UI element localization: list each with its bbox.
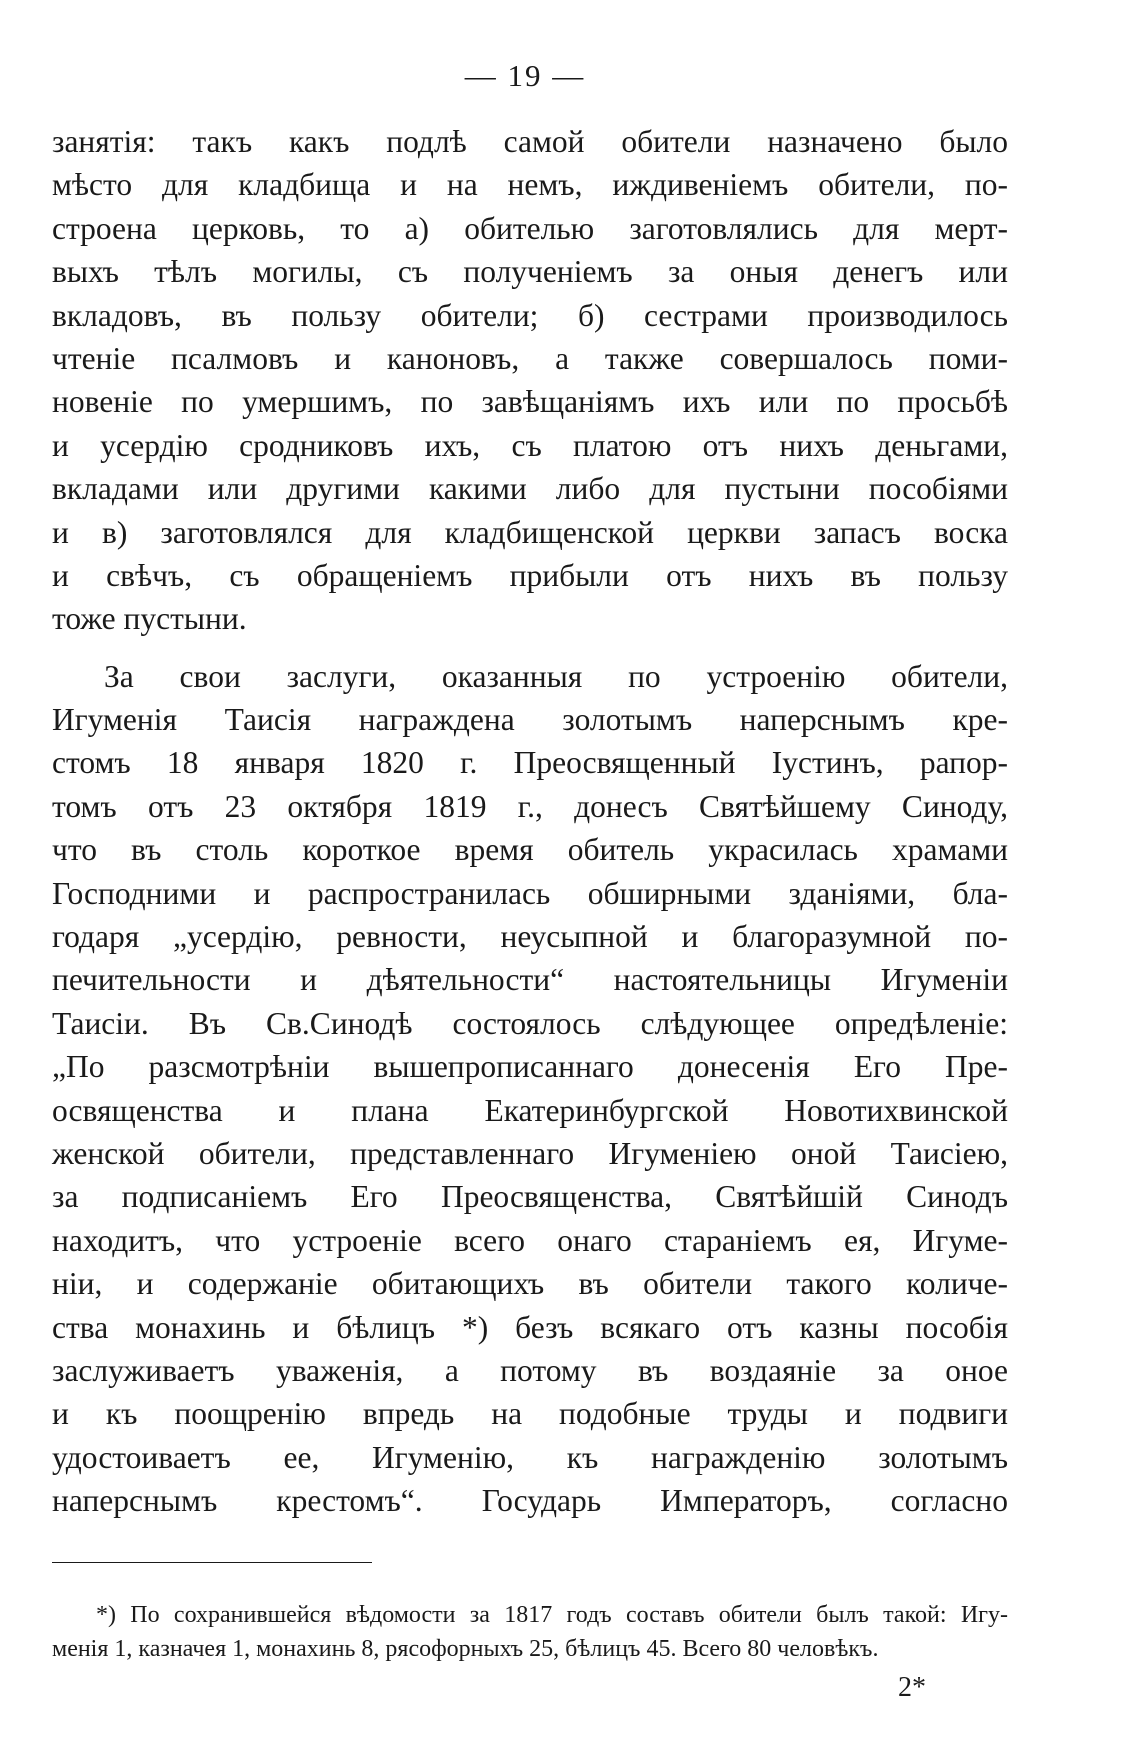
paragraph-1 [52, 120, 1008, 641]
text-line: что въ столь короткое время обитель украсилась храмами [52, 832, 1008, 868]
signature-mark: 2* [898, 1672, 926, 1703]
text-line: новеніе по умершимъ, по завѣщаніямъ ихъ или по просьбѣ [52, 384, 1008, 420]
body-text [52, 120, 1008, 1523]
text-line: наперснымъ крестомъ“. Государь Императоръ, согласно [52, 1483, 1008, 1519]
text-line: „По разсмотрѣніи вышепрописаннаго донесенія Его Пре- [52, 1049, 1008, 1085]
text-line: и в) заготовлялся для кладбищенской церкви запасъ воска [52, 514, 1008, 550]
text-line: мѣсто для кладбища и на немъ, иждивеніемъ обители, по- [52, 167, 1008, 203]
text-line: за подписаніемъ Его Преосвященства, Святѣйшій Синодъ [52, 1179, 1008, 1215]
footnote-line: менія 1, казначея 1, монахинь 8, рясофорныхъ 25, бѣлицъ 45. Всего 80 человѣкъ. [52, 1636, 879, 1662]
footnote-line: *) По сохранившейся вѣдомости за 1817 годъ составъ обители былъ такой: Игу- [96, 1602, 1008, 1628]
text-line: вкладами или другими какими либо для пустыни пособіями [52, 471, 1008, 507]
text-line: удостоиваетъ ее, Игуменію, къ награжденію золотымъ [52, 1439, 1008, 1475]
text-line: и къ поощренію впредь на подобные труды и подвиги [52, 1396, 1008, 1432]
text-line: и свѣчъ, съ обращеніемъ прибыли отъ нихъ въ пользу [52, 557, 1008, 593]
text-line: освященства и плана Екатеринбургской Новотихвинской [52, 1092, 1008, 1128]
text-line: печительности и дѣятельности“ настоятельницы Игуменіи [52, 962, 1008, 998]
text-line: томъ отъ 23 октября 1819 г., донесъ Святѣйшему Синоду, [52, 788, 1008, 824]
text-line: годаря „усердію, ревности, неусыпной и благоразумной по- [52, 919, 1008, 955]
text-line: занятія: такъ какъ подлѣ самой обители назначено было [52, 124, 1008, 159]
text-line: строена церковь, то а) обителью заготовлялись для мерт- [52, 210, 1008, 246]
text-line: выхъ тѣлъ могилы, съ полученіемъ за оныя денегъ или [52, 254, 1008, 290]
text-line: За свои заслуги, оказанныя по устроенію обители, [104, 658, 1008, 694]
page-number: — 19 — [464, 58, 586, 93]
text-line: вкладовъ, въ пользу обители; б) сестрами производилось [52, 297, 1008, 333]
paragraph-gap [52, 641, 1008, 655]
paragraph-2 [52, 655, 1008, 1523]
footnote-divider [52, 1562, 372, 1563]
text-line: тоже пустыни. [52, 601, 247, 637]
text-line: и усердію сродниковъ ихъ, съ платою отъ нихъ деньгами, [52, 427, 1008, 463]
text-line: находитъ, что устроеніе всего онаго стараніемъ ея, Игуме- [52, 1222, 1008, 1258]
footnote [52, 1598, 1008, 1666]
text-line: ніи, и содержаніе обитающихъ въ обители такого количе- [52, 1266, 1008, 1302]
text-line: ства монахинь и бѣлицъ *) безъ всякаго отъ казны пособія [52, 1309, 1008, 1345]
text-line: чтеніе псалмовъ и каноновъ, а также совершалось поми- [52, 340, 1008, 376]
text-line: Таисіи. Въ Св.Синодѣ состоялось слѣдующее опредѣленіе: [52, 1005, 1008, 1041]
text-line: Господними и распространилась обширными зданіями, бла- [52, 875, 1008, 911]
text-line: женской обители, представленнаго Игуменіею оной Таисіею, [52, 1135, 1008, 1171]
text-line: стомъ 18 января 1820 г. Преосвященный Іустинъ, рапор- [52, 745, 1008, 781]
text-line: Игуменія Таисія награждена золотымъ наперснымъ кре- [52, 702, 1008, 738]
text-line: заслуживаетъ уваженія, а потому въ воздаяніе за оное [52, 1352, 1008, 1388]
